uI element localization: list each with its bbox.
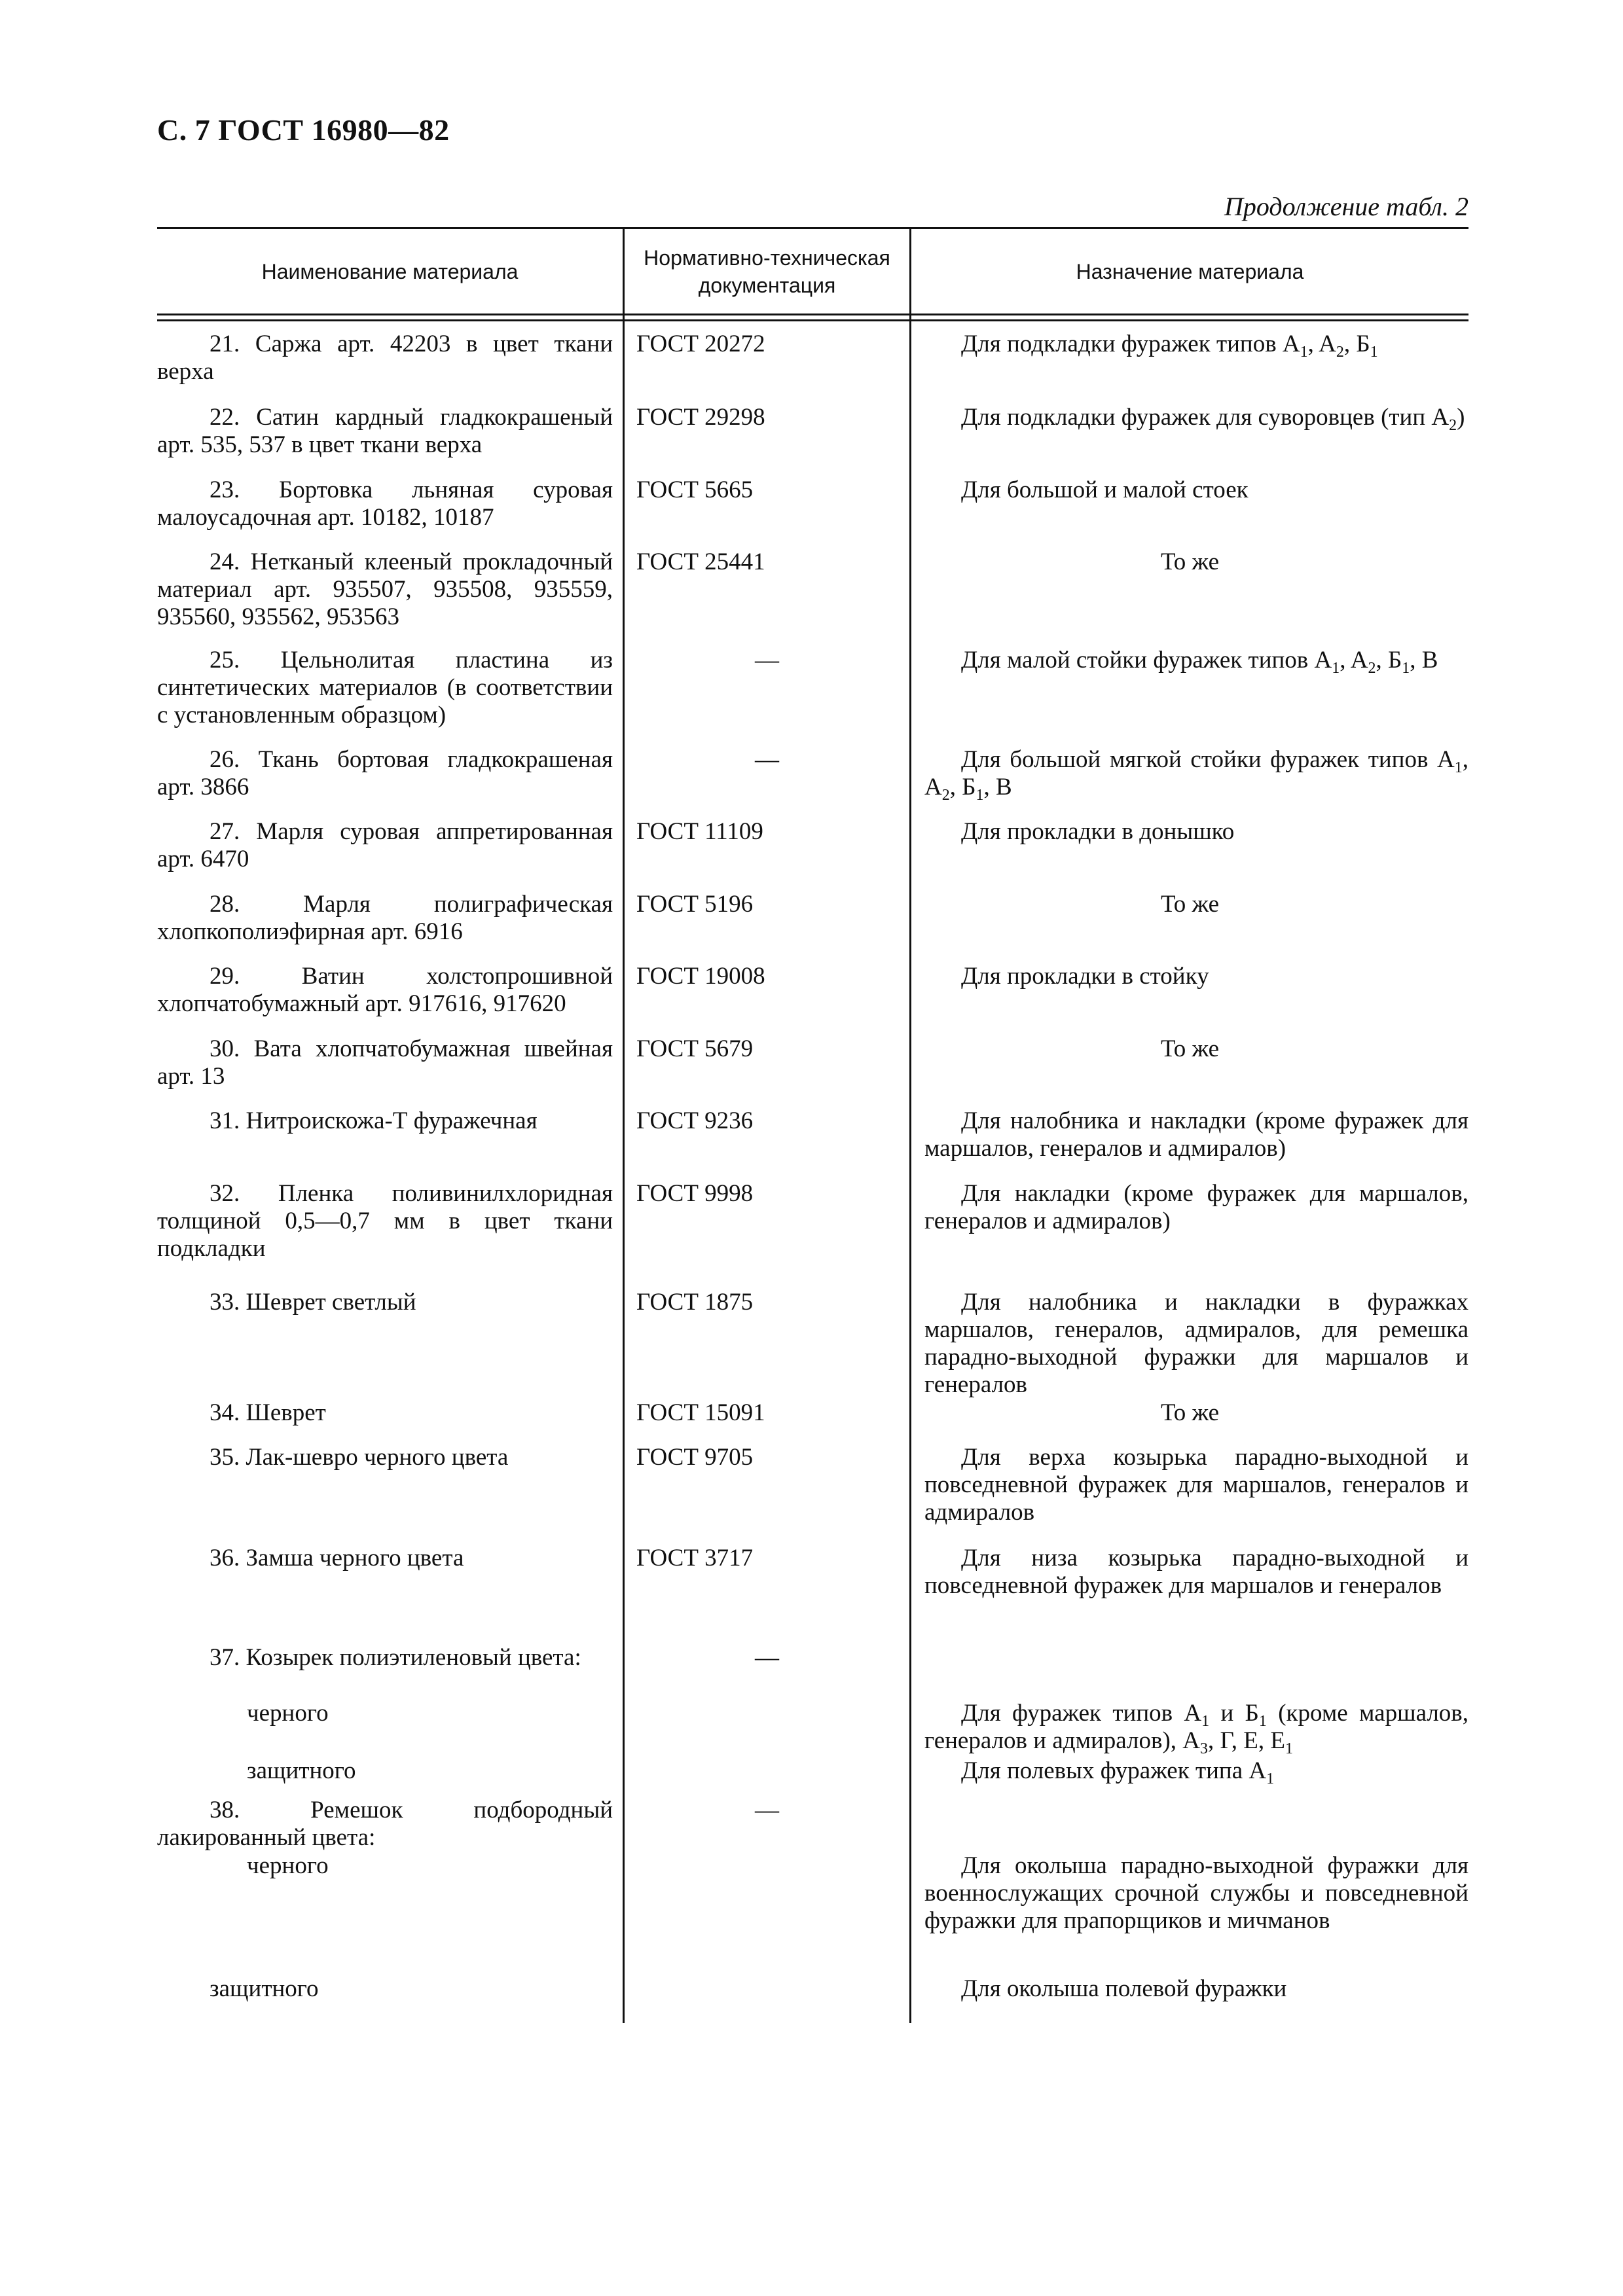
documentation-ref: ГОСТ 5196 <box>636 891 754 918</box>
documentation-ref: ГОСТ 9236 <box>636 1107 754 1134</box>
material-purpose: Для накладки (кроме фуражек для маршалов, генералов и адмиралов) <box>924 1180 1468 1234</box>
material-purpose: Для прокладки в донышко <box>961 818 1235 845</box>
material-purpose: Для подкладки фуражек для суворовцев (тип $A_2$) <box>961 404 1465 434</box>
material-name: 36. Замша черного цвета <box>210 1545 464 1571</box>
column-divider-2 <box>909 227 911 2023</box>
table-continuation-label: Продолжение табл. 2 <box>1224 192 1468 221</box>
documentation-ref: ГОСТ 5679 <box>636 1035 754 1062</box>
documentation-ref: ГОСТ 11109 <box>636 818 763 845</box>
column-header-material: Наименование материала <box>261 260 519 283</box>
material-name: 32. Пленка поливинилхлоридная толщиной 0,5—0,7 мм в цвет ткани подкладки <box>157 1180 613 1262</box>
header-rule-lower <box>157 319 1468 321</box>
material-purpose: Для малой стойки фуражек типов $A_1$, $A_2$, $Б_1$, В <box>961 647 1438 677</box>
material-name: 31. Нитроискожа-Т фуражечная <box>210 1107 538 1134</box>
material-name: защитного <box>247 1757 356 1784</box>
material-name: черного <box>247 1700 329 1727</box>
documentation-ref: ГОСТ 29298 <box>636 404 765 431</box>
documentation-ref: — <box>755 647 779 673</box>
material-purpose: Для верха козырька парадно-выходной и повседневной фуражек для маршалов, генералов и адмиралов <box>924 1444 1468 1526</box>
material-name: 33. Шевpет светлый <box>210 1289 416 1316</box>
material-name: 22. Сатин кардный гладкокрашеный арт. 535, 537 в цвет ткани верха <box>157 404 613 458</box>
material-purpose: Для налобника и накладки (кроме фуражек для маршалов, генералов и адмиралов) <box>924 1107 1468 1162</box>
material-purpose: Для околыша парадно-выходной фуражки для военнослужащих срочной службы и повседневной фуражки для прапорщиков и мичманов <box>924 1852 1468 1934</box>
material-purpose: Для большой и малой стоек <box>961 476 1249 503</box>
material-name: 24. Нетканый клееный прокладочный материал арт. 935507, 935508, 935559, 935560, 935562, 953563 <box>157 548 613 630</box>
material-name: 25. Цельнолитая пластина из синтетических материалов (в соответствии с установленным образцом) <box>157 647 613 728</box>
documentation-ref: ГОСТ 15091 <box>636 1399 765 1426</box>
documentation-ref: ГОСТ 20272 <box>636 331 765 357</box>
material-purpose: Для низа козырька парадно-выходной и повседневной фуражек для маршалов и генералов <box>924 1545 1468 1599</box>
material-purpose: То же <box>1160 548 1220 575</box>
material-purpose: Для полевых фуражек типа $A_1$ <box>961 1757 1275 1787</box>
documentation-ref: — <box>755 1797 779 1823</box>
material-purpose: Для большой мягкой стойки фуражек типов $A_1$, $A_2$, $Б_1$, В <box>924 746 1468 804</box>
documentation-ref: ГОСТ 1875 <box>636 1289 754 1316</box>
material-purpose: Для околыша полевой фуражки <box>961 1975 1287 2002</box>
material-name: черного <box>247 1852 329 1879</box>
documentation-ref: ГОСТ 3717 <box>636 1545 754 1571</box>
page-title: С. 7 ГОСТ 16980—82 <box>157 113 450 147</box>
documentation-ref: — <box>755 1644 779 1671</box>
documentation-ref: ГОСТ 9705 <box>636 1444 754 1471</box>
material-purpose: Для налобника и накладки в фуражках маршалов, генералов, адмиралов, для ремешка парадно-выходной фуражки для маршалов и генералов <box>924 1289 1468 1398</box>
material-name: защитного <box>210 1975 319 2002</box>
material-name: 21. Саржа арт. 42203 в цвет ткани верха <box>157 331 613 385</box>
documentation-ref: — <box>755 746 779 773</box>
material-purpose: Для прокладки в стойку <box>961 963 1209 990</box>
material-purpose: Для фуражек типов $A_1$ и $Б_1$ (кроме маршалов, генералов и адмиралов), $A_3$, Г, Е, $Е_1$ <box>924 1700 1469 1757</box>
material-name: 29. Ватин холстопрошивной хлопчатобумажный арт. 917616, 917620 <box>157 963 613 1017</box>
material-purpose: То же <box>1160 1035 1220 1062</box>
material-name: 30. Вата хлопчатобумажная швейная арт. 13 <box>157 1035 613 1090</box>
documentation-ref: ГОСТ 9998 <box>636 1180 754 1207</box>
material-name: 23. Бортовка льняная суровая малоусадочная арт. 10182, 10187 <box>157 476 613 531</box>
material-purpose: То же <box>1160 1399 1220 1426</box>
material-purpose: То же <box>1160 891 1220 918</box>
header-rule-upper <box>157 314 1468 315</box>
column-divider-1 <box>623 227 625 2023</box>
documentation-ref: ГОСТ 19008 <box>636 963 765 990</box>
material-name: 26. Ткань бортовая гладкокрашеная арт. 3866 <box>157 746 613 800</box>
documentation-ref: ГОСТ 5665 <box>636 476 754 503</box>
material-name: 27. Марля суровая аппретированная арт. 6470 <box>157 818 613 872</box>
material-name: 37. Козырек полиэтиленовый цвета: <box>210 1644 581 1671</box>
material-name: 28. Марля полиграфическая хлопкополиэфирная арт. 6916 <box>157 891 613 945</box>
material-purpose: Для подкладки фуражек типов $A_1$, $A_2$, $Б_1$ <box>961 331 1378 361</box>
column-header-documentation: Нормативно-техническая документация <box>644 246 890 297</box>
column-header-purpose: Назначение материала <box>1076 260 1304 283</box>
documentation-ref: ГОСТ 25441 <box>636 548 765 575</box>
material-name: 38. Ремешок подбородный лакированный цвета: <box>157 1797 613 1851</box>
material-name: 34. Шевpет <box>210 1399 326 1426</box>
table-top-rule <box>157 227 1468 229</box>
material-name: 35. Лак-шевро черного цвета <box>210 1444 509 1471</box>
